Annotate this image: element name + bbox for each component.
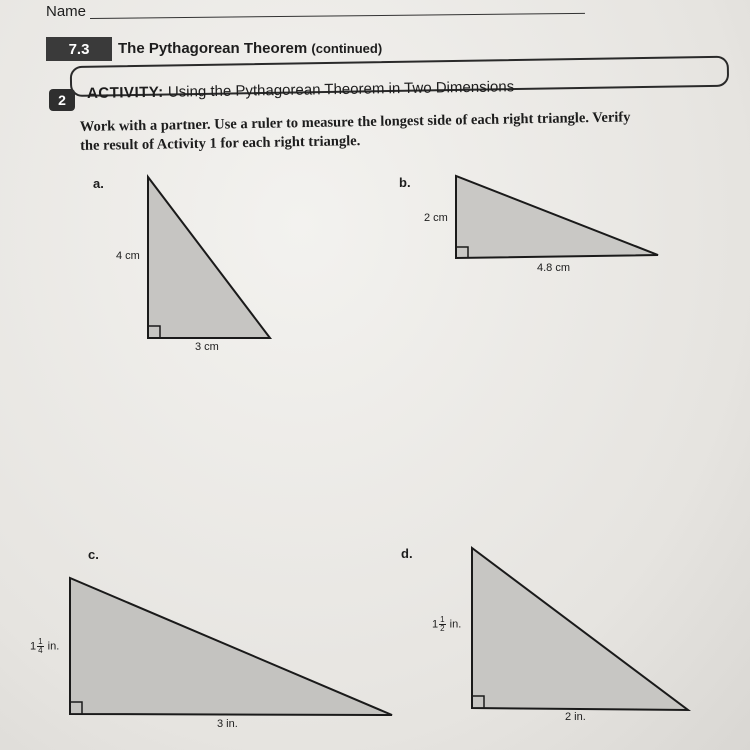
triangle-c <box>70 578 392 715</box>
triangle-c-vertical-fraction <box>37 638 43 655</box>
section-number-badge: 7.3 <box>46 37 112 61</box>
triangle-d <box>472 548 688 710</box>
triangle-d-label: d. <box>401 546 413 561</box>
activity-instructions: Work with a partner. Use a ruler to measure the longest side of each right triangle. Verify the result of Activity 1 for each right triangle. <box>79 109 631 154</box>
triangle-d-vertical-unit: in. <box>449 618 462 631</box>
triangle-d-horizontal-leg: 2 in. <box>565 711 586 723</box>
triangle-d-vertical-numerator: 1 <box>440 615 445 624</box>
triangle-c-vertical-denominator: 4 <box>38 646 43 655</box>
triangle-b <box>456 176 658 258</box>
activity-label: ACTIVITY: <box>86 83 164 102</box>
activity-title: Using the Pythagorean Theorem in Two Dimensions <box>167 78 515 101</box>
section-title-text: The Pythagorean Theorem <box>118 40 308 57</box>
triangle-d-vertical-denominator: 2 <box>440 624 445 633</box>
triangle-b-horizontal-leg: 4.8 cm <box>537 262 571 274</box>
triangle-c-vertical-leg <box>30 638 59 655</box>
name-label: Name <box>46 3 87 20</box>
triangle-b-label: b. <box>399 175 411 190</box>
triangle-a <box>148 177 270 338</box>
triangle-d-vertical-fraction <box>439 616 445 633</box>
triangle-a-horizontal-leg: 3 cm <box>195 341 219 353</box>
triangle-d-vertical-whole: 1 <box>432 618 439 631</box>
activity-number-badge: 2 <box>49 89 75 111</box>
triangle-c-vertical-whole: 1 <box>30 640 37 653</box>
triangle-d-vertical-leg <box>432 616 461 633</box>
triangle-c-vertical-unit: in. <box>47 640 60 653</box>
section-title-suffix: (continued) <box>311 41 383 56</box>
triangle-c-label: c. <box>88 547 99 562</box>
triangle-c-horizontal-leg: 3 in. <box>217 718 238 730</box>
triangle-c-vertical-numerator: 1 <box>38 637 43 646</box>
triangle-a-label: a. <box>93 176 104 191</box>
triangle-a-vertical-leg: 4 cm <box>116 250 140 262</box>
triangle-b-vertical-leg: 2 cm <box>424 212 448 224</box>
